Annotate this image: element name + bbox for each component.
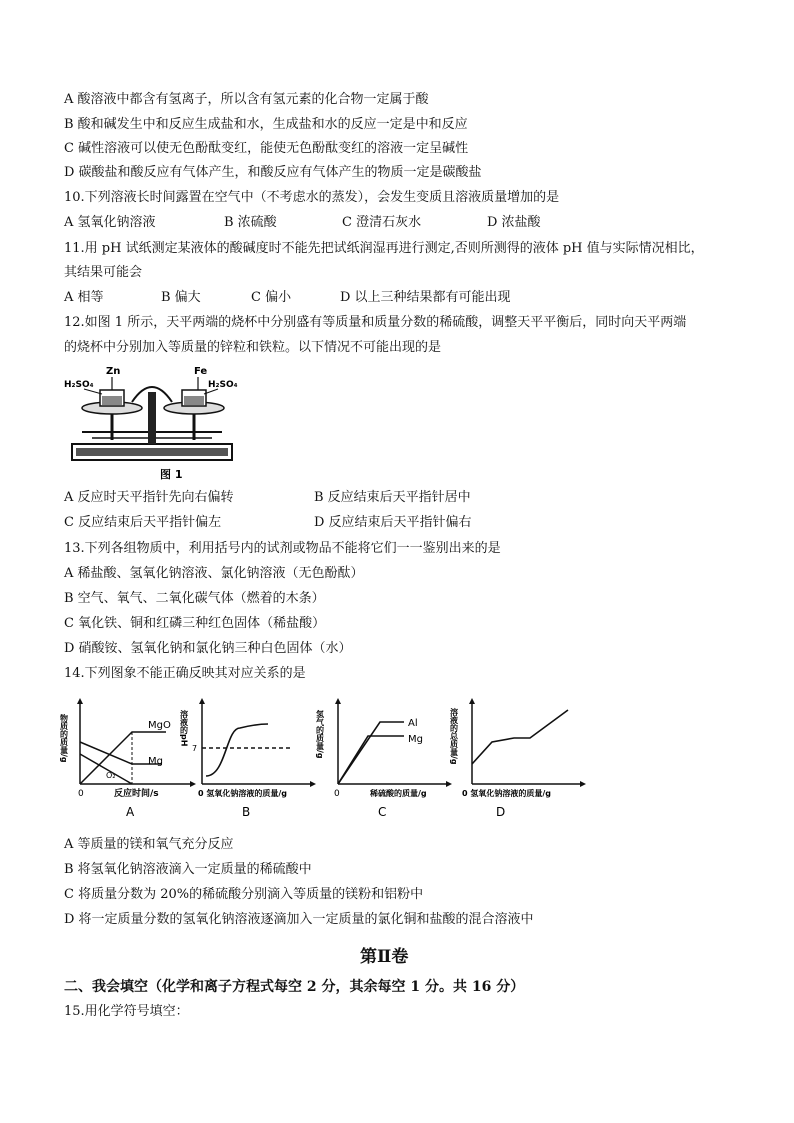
q11-option-d: D 以上三种结果都有可能出现 <box>340 290 511 305</box>
q11-option-b: B 偏大 <box>161 290 201 305</box>
section-two-heading: 二、我会填空（化学和离子方程式每空 2 分，其余每空 1 分。共 16 分） <box>64 979 525 995</box>
graph-b-curve <box>206 724 268 776</box>
q12-stem-line1: 12.如图 1 所示，天平两端的烧杯中分别盛有等质量和质量分数的稀硫酸，调整天平平衡后，同时向天平两端 <box>64 315 687 330</box>
graph-c-origin: 0 <box>334 789 340 799</box>
graph-b-x-arrow <box>310 781 316 787</box>
graph-c-label-mg: Mg <box>408 734 423 745</box>
graph-b-ref-label: 7 <box>192 744 198 753</box>
q13-option-c: C 氧化铁、铜和红磷三种红色固体（稀盐酸） <box>64 616 326 631</box>
graph-a-y-arrow <box>77 698 83 704</box>
left-reagent-label: H₂SO₄ <box>64 380 94 390</box>
q13-option-d: D 硝酸铵、氢氧化钠和氯化钠三种白色固体（水） <box>64 641 352 656</box>
graph-c-xlabel: 稀硫酸的质量/g <box>370 789 427 798</box>
q9-option-b: B 酸和碱发生中和反应生成盐和水，生成盐和水的反应一定是中和反应 <box>64 117 468 132</box>
graph-a-label-mgo: MgO <box>148 720 171 731</box>
graph-d-line <box>472 710 568 764</box>
graph-c-al-line <box>338 722 404 784</box>
graph-d-y-arrow <box>469 698 475 704</box>
graph-b-ylabel: 溶液的pH <box>179 710 189 747</box>
q10-option-a: A 氢氧化钠溶液 <box>64 215 156 230</box>
q10-option-b: B 浓硫酸 <box>224 215 277 230</box>
balance-column <box>148 392 156 444</box>
graph-b-xlabel: 0 氢氧化钠溶液的质量/g <box>198 789 287 798</box>
q14-option-c: C 将质量分数为 20%的稀硫酸分别滴入等质量的镁粉和铝粉中 <box>64 887 424 902</box>
q12-stem-line2: 的烧杯中分别加入等质量的锌粒和铁粒。以下情况不可能出现的是 <box>64 340 442 355</box>
graph-c <box>315 692 458 822</box>
graph-c-label-al: Al <box>408 718 418 729</box>
graph-b-y-arrow <box>199 698 205 704</box>
graph-d-ylabel: 溶液的总质量/g <box>449 708 459 765</box>
balance-figure <box>62 362 242 484</box>
balance-base-fill <box>76 448 228 456</box>
graph-d-x-arrow <box>580 781 586 787</box>
right-acid <box>184 396 204 405</box>
graph-d-xlabel: 0 氢氧化钠溶液的质量/g <box>462 789 551 798</box>
q14-option-b: B 将氢氧化钠溶液滴入一定质量的稀硫酸中 <box>64 862 312 877</box>
part-two-title: 第Ⅱ卷 <box>360 947 409 967</box>
graph-a-letter: A <box>126 805 135 819</box>
q9-option-a: A 酸溶液中都含有氢离子，所以含有氢元素的化合物一定属于酸 <box>64 92 429 107</box>
q13-option-a: A 稀盐酸、氢氧化钠溶液、氯化钠溶液（无色酚酞） <box>64 566 364 581</box>
graph-a-label-o2: O₂ <box>106 771 116 780</box>
q12-option-d: D 反应结束后天平指针偏右 <box>314 515 472 530</box>
q11-stem-line1: 11.用 pH 试纸测定某液体的酸碱度时不能先把试纸润湿再进行测定,否则所测得的液体 pH 值与实际情况相比， <box>64 241 704 256</box>
q9-option-c: C 碱性溶液可以使无色酚酞变红，能使无色酚酞变红的溶液一定呈碱性 <box>64 141 469 156</box>
graph-b-letter: B <box>242 805 251 819</box>
graph-b <box>179 692 322 822</box>
q15-stem: 15.用化学符号填空： <box>64 1004 189 1019</box>
right-reagent-label: H₂SO₄ <box>208 380 238 390</box>
graph-a-ylabel: 物质的质量/g <box>59 714 69 763</box>
graph-c-letter: C <box>378 805 387 819</box>
q11-option-a: A 相等 <box>64 290 104 305</box>
q14-option-a: A 等质量的镁和氧气充分反应 <box>64 837 234 852</box>
graph-c-ylabel: 氢气的质量/g <box>315 710 325 759</box>
q14-stem: 14.下列图象不能正确反映其对应关系的是 <box>64 666 306 681</box>
q12-option-b: B 反应结束后天平指针居中 <box>314 490 471 505</box>
graph-c-mg-line <box>338 736 404 784</box>
graph-a-xlabel: 反应时间/s <box>114 789 159 799</box>
q13-option-b: B 空气、氧气、二氧化碳气体（燃着的木条） <box>64 591 325 606</box>
graph-c-y-arrow <box>335 698 341 704</box>
q10-option-c: C 澄清石灰水 <box>342 215 422 230</box>
graph-a-label-mg: Mg <box>148 756 163 767</box>
q9-option-d: D 碳酸盐和酸反应有气体产生，和酸反应有气体产生的物质一定是碳酸盐 <box>64 165 482 180</box>
q10-stem: 10.下列溶液长时间露置在空气中（不考虑水的蒸发），会发生变质且溶液质量增加的是 <box>64 190 560 205</box>
left-acid <box>102 396 122 405</box>
q14-option-d: D 将一定质量分数的氢氧化钠溶液逐滴加入一定质量的氯化铜和盐酸的混合溶液中 <box>64 912 534 927</box>
q10-option-d: D 浓盐酸 <box>487 215 541 230</box>
q11-stem-line2: 其结果可能会 <box>64 265 143 280</box>
right-metal-label: Fe <box>194 366 208 377</box>
figure-caption: 图 1 <box>160 468 183 481</box>
q13-stem: 13.下列各组物质中，利用括号内的试剂或物品不能将它们一一鉴别出来的是 <box>64 541 501 556</box>
q12-option-c: C 反应结束后天平指针偏左 <box>64 515 222 530</box>
graph-a-origin: 0 <box>78 789 84 799</box>
graph-d-letter: D <box>496 805 506 819</box>
q11-option-c: C 偏小 <box>251 290 292 305</box>
graph-d <box>449 692 592 822</box>
left-metal-label: Zn <box>106 366 121 377</box>
q12-option-a: A 反应时天平指针先向右偏转 <box>64 490 234 505</box>
